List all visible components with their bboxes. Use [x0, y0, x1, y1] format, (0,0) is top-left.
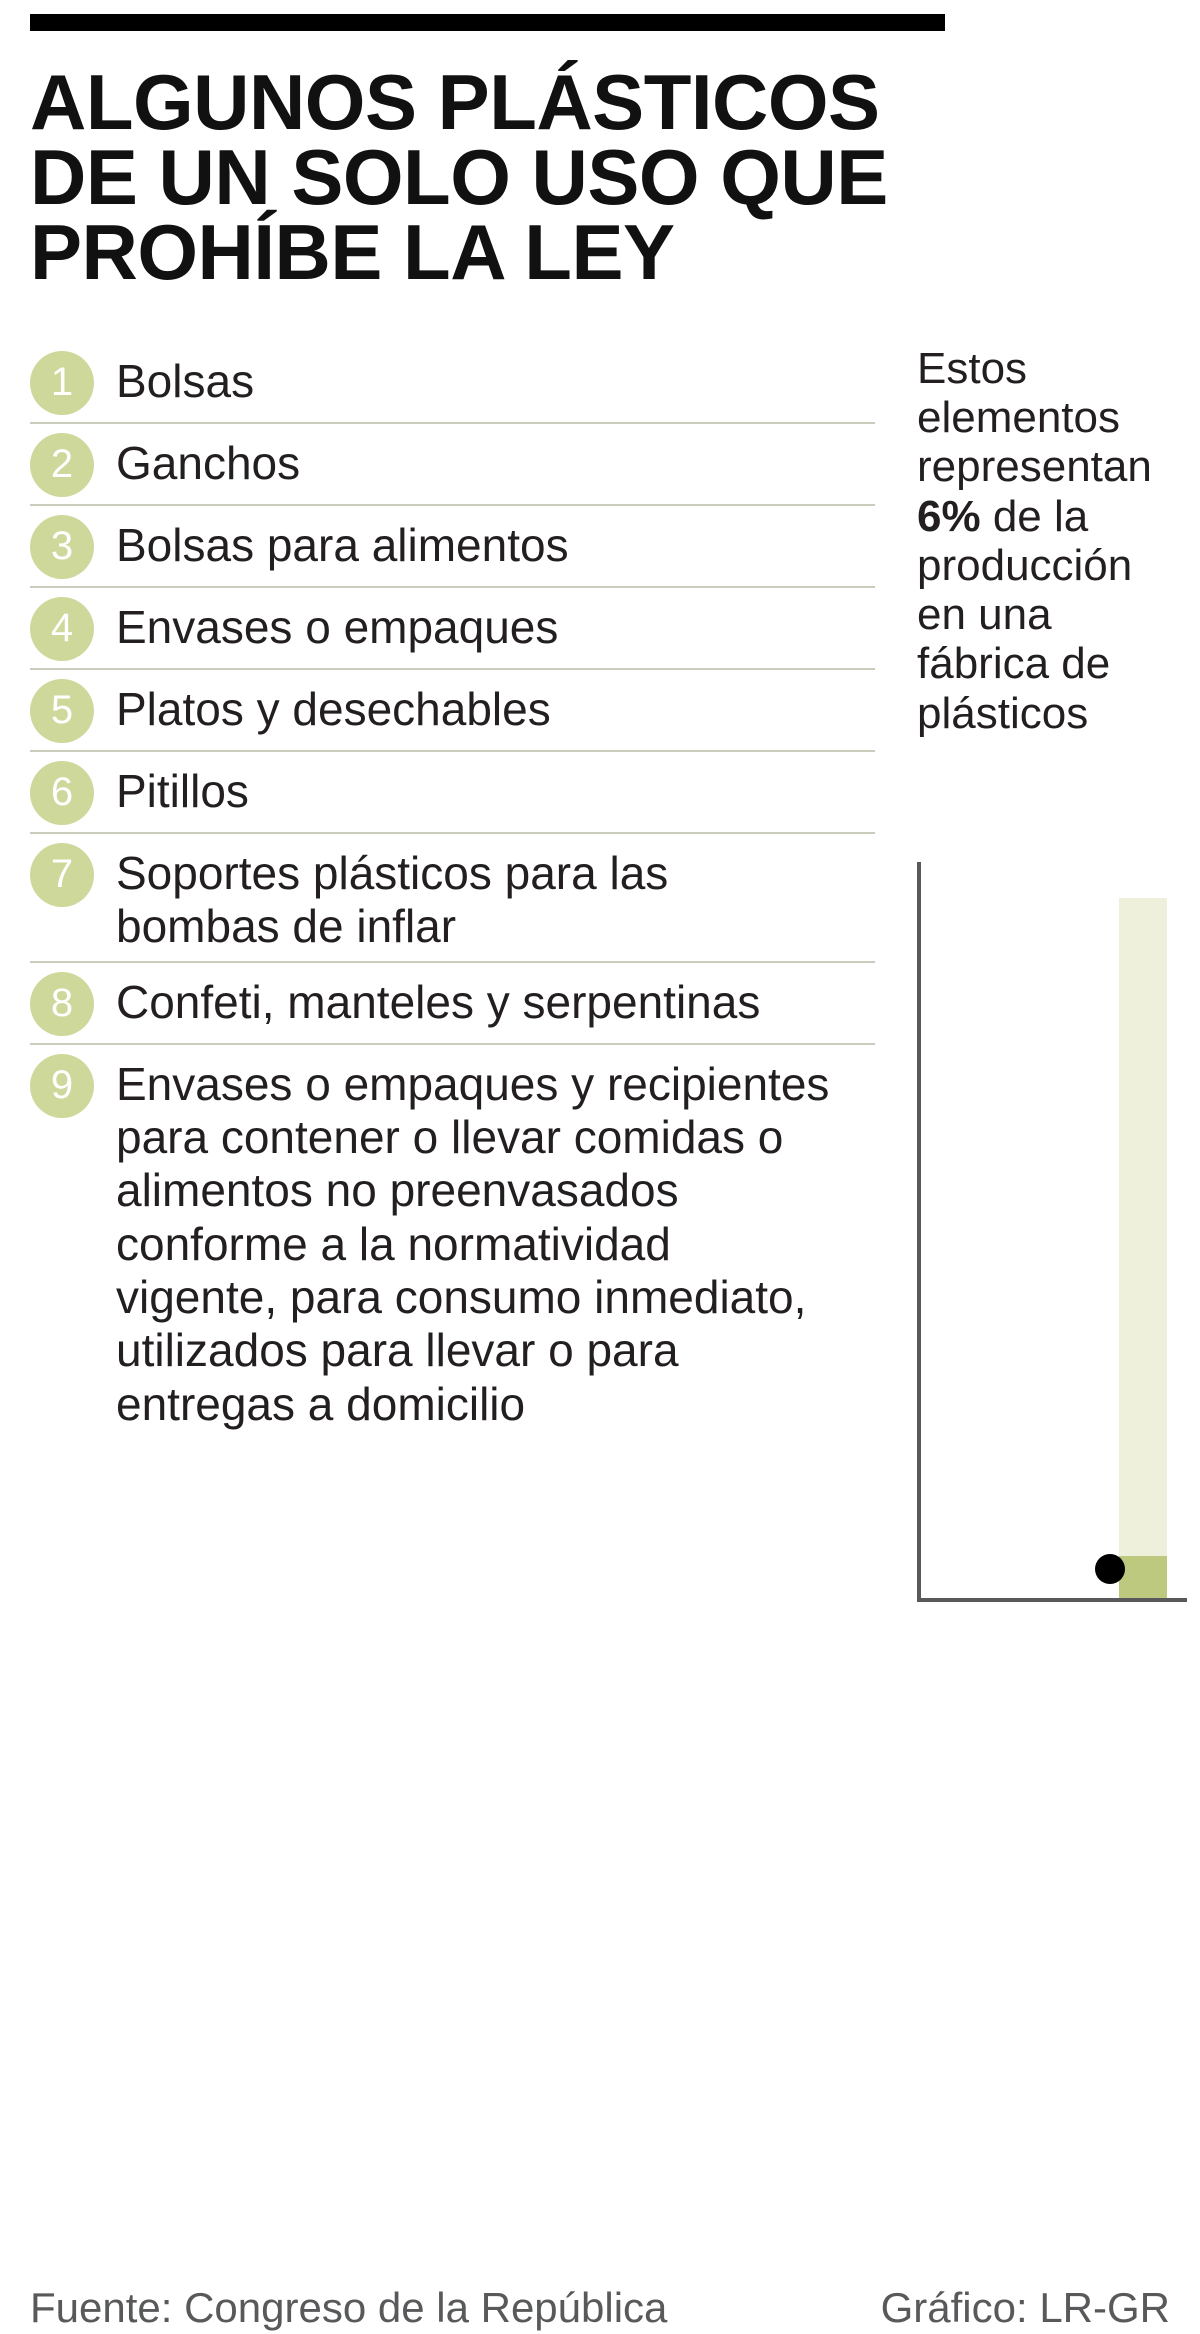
list-item-number: 3 — [30, 515, 94, 579]
list-item-label: Bolsas — [116, 354, 255, 407]
list-item — [30, 506, 875, 588]
list-item-label: Ganchos — [116, 436, 301, 489]
list-item — [30, 670, 875, 752]
list-item-number: 2 — [30, 433, 94, 497]
list-item-number: 8 — [30, 972, 94, 1036]
chart-baseline — [917, 1598, 1187, 1602]
footer — [30, 2284, 1170, 2332]
stat-note — [917, 344, 1187, 738]
list-item-number: 6 — [30, 761, 94, 825]
list-item — [30, 752, 875, 834]
stat-column — [875, 342, 1187, 1438]
percentage-bar-chart — [917, 862, 1187, 1602]
list-item-number: 5 — [30, 679, 94, 743]
list-item-number: 9 — [30, 1054, 94, 1118]
list-item — [30, 1045, 875, 1439]
plastics-list — [30, 342, 875, 1438]
list-item-number: 1 — [30, 351, 94, 415]
list-item — [30, 424, 875, 506]
source-label: Fuente: Congreso de la República — [30, 2284, 668, 2331]
list-item-label: Pitillos — [116, 764, 249, 817]
list-item-label: Soportes plásticos para las bombas de inflar — [116, 846, 669, 953]
list-item-number: 7 — [30, 843, 94, 907]
list-item — [30, 834, 875, 963]
list-item — [30, 342, 875, 424]
chart-marker-dot — [1095, 1554, 1125, 1584]
list-item — [30, 963, 875, 1045]
chart-bar-value — [1119, 1556, 1167, 1598]
list-item-label: Platos y desechables — [116, 682, 551, 735]
stat-note-part1: Estos elementos representan — [917, 343, 1152, 492]
page-title: ALGUNOS PLÁSTICOS DE UN SOLO USO QUE PROHÍBE LA LEY — [30, 58, 888, 296]
infographic-page — [0, 14, 1200, 2334]
list-item-number: 4 — [30, 597, 94, 661]
stat-note-part2: de la producción en una fábrica de plásticos — [917, 491, 1133, 738]
list-item-label: Envases o empaques y recipientes para contener o llevar comidas o alimentos no preenvasados conforme a la normatividad vigente, para consumo inmediato, utilizados para llevar o para entregas a domicilio — [116, 1057, 830, 1430]
stat-highlight-value: 6% — [917, 491, 981, 541]
plastics-list-column — [30, 342, 875, 1438]
chart-y-axis — [917, 862, 921, 1602]
list-item-label: Envases o empaques — [116, 600, 559, 653]
credit-label: Gráfico: LR-GR — [880, 2284, 1170, 2331]
content-body — [30, 342, 1170, 1438]
list-item-label: Confeti, manteles y serpentinas — [116, 975, 761, 1028]
top-rule-divider — [30, 14, 945, 31]
chart-bar-track — [1119, 898, 1167, 1598]
list-item — [30, 588, 875, 670]
list-item-label: Bolsas para alimentos — [116, 518, 569, 571]
